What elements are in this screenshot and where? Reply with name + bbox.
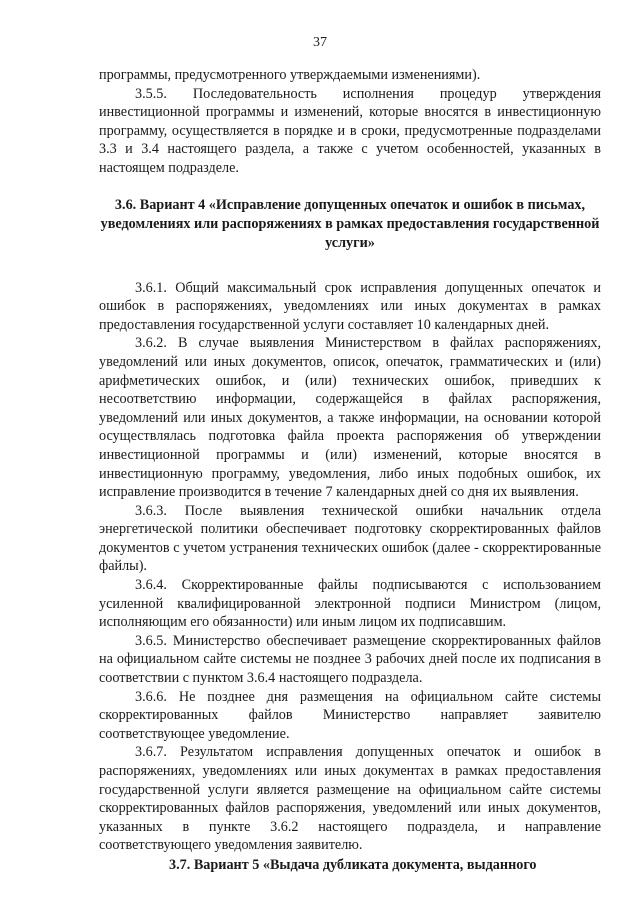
paragraph-intro: программы, предусмотренного утверждаемыми изменениями). <box>99 67 481 83</box>
paragraph-3-6-5: 3.6.5. Министерство обеспечивает размещение скорректированных файлов на официальном сайте системы не позднее 3 рабочих дней после их подписания в соответствии с пунктом 3.6.4 настоящего подраздела. <box>99 632 601 687</box>
document-body <box>99 66 601 875</box>
paragraph-3-6-1: 3.6.1. Общий максимальный срок исправления допущенных опечаток и ошибок в распоряжениях, уведомлениях или иных документах в рамках предоставления государственной услуги составляет 10 календарных дней. <box>99 279 601 333</box>
section-heading-3-6: 3.6. Вариант 4 «Исправление допущенных опечаток и ошибок в письмах, уведомлениях или распоряжениях в рамках предоставления государственной услуги» <box>100 196 600 251</box>
paragraph-3-5-5: 3.5.5. Последовательность исполнения процедур утверждения инвестиционной программы и изменений, которые вносятся в инвестиционную программу, осуществляется в порядке и в сроки, предусмотренные подразделами 3.3 и 3.4 настоящего раздела, а также с учетом особенностей, указанных в настоящем подразделе. <box>99 85 601 176</box>
paragraph-3-6-4: 3.6.4. Скорректированные файлы подписываются с использованием усиленной квалифицированной электронной подписи Министром (лицом, исполняющим его обязанности) или иным лицом их подписавшим. <box>99 577 601 631</box>
section-heading-3-7: 3.7. Вариант 5 «Выдача дубликата документа, выданного <box>169 856 537 873</box>
page-number: 37 <box>313 35 327 50</box>
paragraph-3-6-6: 3.6.6. Не позднее дня размещения на официальном сайте системы скорректированных файлов Министерство направляет заявителю соответствующее уведомление. <box>99 688 601 742</box>
paragraph-3-6-3: 3.6.3. После выявления технической ошибки начальник отдела энергетической политики обеспечивает подготовку скорректированных файлов документов с учетом устранения технических ошибок (далее - скорректированные файлы). <box>99 502 601 575</box>
paragraph-3-6-2: 3.6.2. В случае выявления Министерством в файлах распоряжениях, уведомлений или иных документов, описок, опечаток, грамматических и (или) арифметических ошибок, и (или) технических ошибок, приведших к несоответствию информации, содержащейся в файлах распоряжения, уведомлений или иных документов, а также информации, на основании которой осуществлялась подготовка файла проекта распоряжения об утверждении инвестиционной программы и (или) изменений, которые вносятся в инвестиционную программу, уведомления, либо иных подобных ошибок, их исправление производится в течение 7 календарных дней со дня их выявления. <box>99 335 601 501</box>
paragraph-3-6-7: 3.6.7. Результатом исправления допущенных опечаток и ошибок в распоряжениях, уведомлениях или иных документах в рамках предоставления государственной услуги является размещение на официальном сайте системы скорректированных файлов распоряжения, уведомлений или иных документов, указанных в пункте 3.6.2 настоящего подраздела, и направление соответствующего уведомления заявителю. <box>99 744 601 854</box>
